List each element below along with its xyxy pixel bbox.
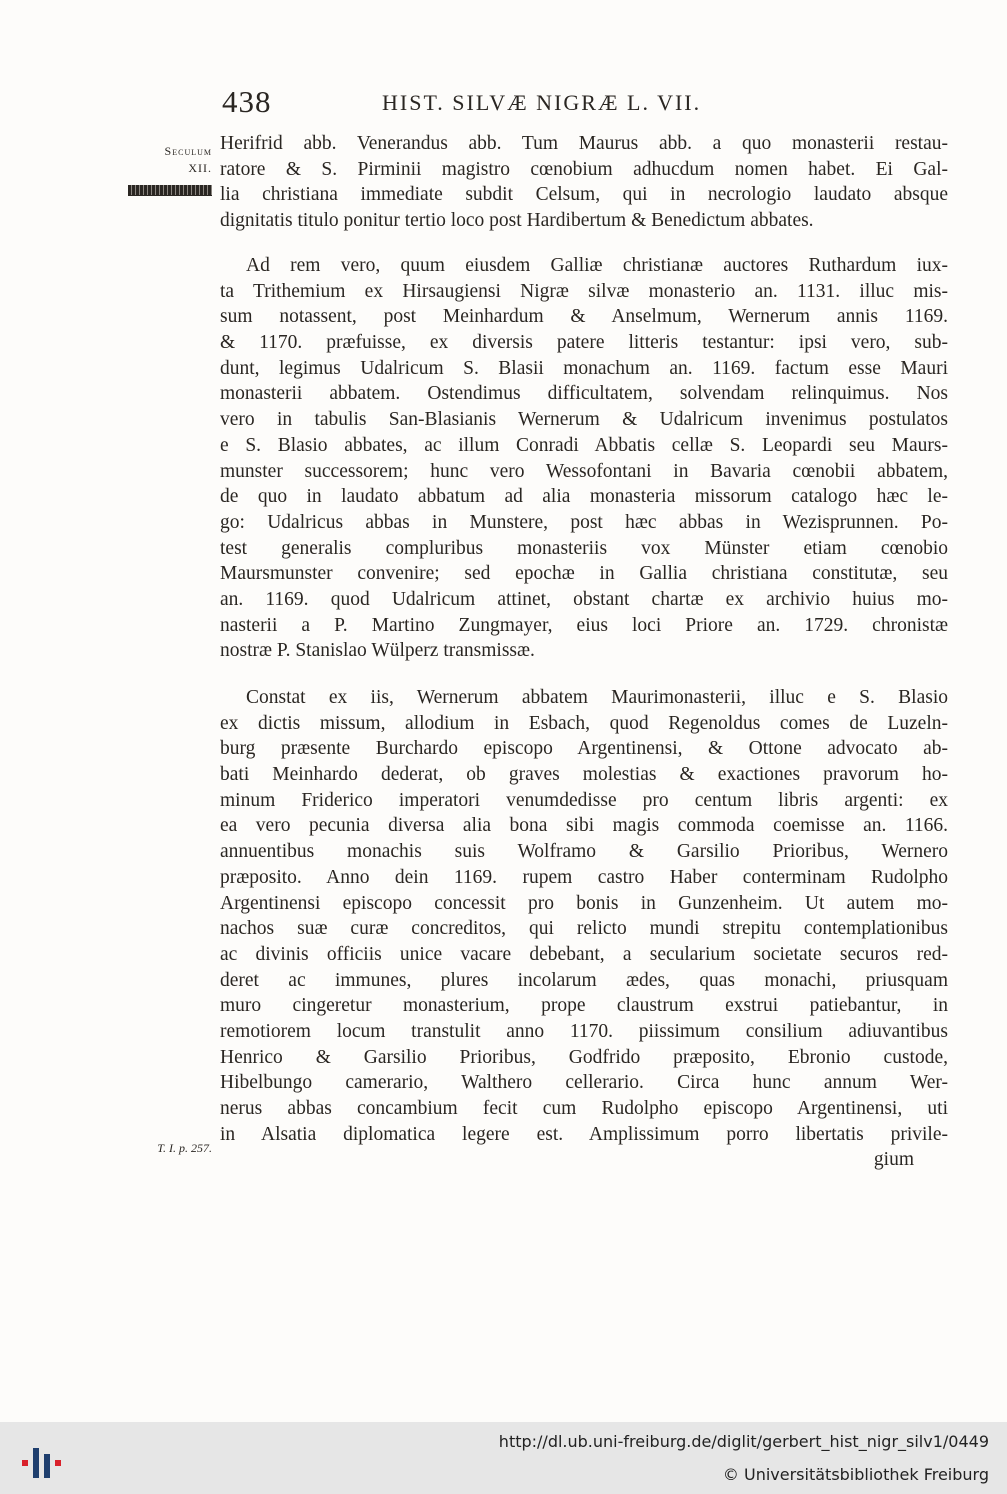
margin-note-century-number: XII. [188, 161, 212, 175]
text-line: burg præsente Burchardo episcopo Argentinensi, & Ottone advocato ab- [220, 738, 948, 760]
paragraph-3 [220, 685, 948, 1173]
text-line: dignitatis titulo ponitur tertio loco post Hardibertum & Benedictum abbates. [220, 210, 814, 232]
margin-note-reference: T. I. p. 257. [157, 1141, 212, 1155]
ub-freiburg-logo-icon[interactable] [16, 1434, 64, 1482]
text-line: remotiorem locum transtulit anno 1170. piissimum consilium adiuvantibus [220, 1020, 948, 1042]
text-line: ta Trithemium ex Hirsaugiensi Nigræ silvæ monasterio an. 1131. illuc mis- [220, 280, 948, 302]
paragraph-1 [220, 131, 948, 234]
text-line: lia christiana immediate subdit Celsum, qui in necrologio laudato absque [220, 184, 948, 206]
text-line: Hibelbungo camerario, Walthero cellerario. Circa hunc annum Wer- [220, 1072, 948, 1094]
text-line: e S. Blasio abbates, ac illum Conradi Abbatis cellæ S. Leopardi seu Maurs- [220, 434, 948, 456]
copyright-notice: © Universitätsbibliothek Freiburg [722, 1465, 989, 1484]
text-line: nerus abbas concambium fecit cum Rudolpho episcopo Argentinensi, uti [220, 1098, 948, 1119]
margin-note-century-label: Seculum [164, 144, 212, 158]
text-line: deret ac immunes, plures incolarum ædes, quas monachi, priusquam [220, 969, 948, 991]
text-line: sum notassent, post Meinhardum & Anselmum, Wernerum annis 1169. [220, 306, 948, 328]
text-line: in Alsatia diplomatica legere est. Amplissimum porro libertatis privile- [220, 1123, 948, 1145]
text-line: Argentinensi episcopo concessit pro bonis in Gunzenheim. Ut autem mo- [220, 892, 948, 914]
text-line: an. 1169. quod Udalricum attinet, obstant chartæ ex archivio huius mo- [220, 588, 948, 610]
viewer-footer [0, 1422, 1007, 1494]
text-line: muro cingeretur monasterium, prope claustrum exstrui patiebantur, in [220, 995, 948, 1017]
text-line: ratore & S. Pirminii magistro cœnobium adhucdum nomen habet. Ei Gal- [220, 158, 948, 180]
text-line: test generalis compluribus monasteriis vox Münster etiam cœnobio [220, 537, 948, 559]
text-line: minum Friderico imperatori venumdedisse pro centum libris argenti: ex [220, 789, 948, 811]
text-line: Herifrid abb. Venerandus abb. Tum Maurus abb. a quo monasterii restau- [220, 133, 948, 154]
text-line: Ad rem vero, quum eiusdem Galliæ christianæ auctores Ruthardum iux- [246, 255, 948, 276]
text-line: nostræ P. Stanislao Wülperz transmissæ. [220, 640, 535, 662]
text-line: ac divinis officiis unice vacare debebant, a secularium societate securos red- [220, 943, 948, 965]
permalink-url[interactable]: http://dl.ub.uni-freiburg.de/diglit/gerbert_hist_nigr_silv1/0449 [498, 1432, 989, 1451]
text-line: vero in tabulis San-Blasianis Wernerum & Udalricum invenimus postulatos [220, 409, 948, 431]
text-line: Constat ex iis, Wernerum abbatem Maurimonasterii, illuc e S. Blasio [246, 687, 948, 708]
text-line: nasterii a P. Martino Zungmayer, eius loci Priore an. 1729. chronistæ [220, 614, 948, 636]
text-line: Maursmunster convenire; sed epochæ in Gallia christiana constitutæ, seu [220, 563, 948, 585]
text-line: ea vero pecunia diversa alia bona sibi magis commoda coemisse an. 1166. [220, 815, 948, 837]
text-line: bati Meinhardo dederat, ob graves molestias & exactiones pravorum ho- [220, 764, 948, 786]
paragraph-2 [220, 253, 948, 664]
text-line: & 1170. præfuisse, ex diversis patere litteris testantur: ipsi vero, sub- [220, 332, 948, 354]
text-line: dunt, legimus Udalricum S. Blasii monachum an. 1169. factum esse Mauri [220, 357, 948, 379]
page-header [0, 84, 1007, 128]
text-line: go: Udalricus abbas in Munstere, post hæc abbas in Wezisprunnen. Po- [220, 511, 948, 533]
page-number: 438 [222, 84, 272, 119]
text-line: ex dictis missum, allodium in Esbach, quod Regenoldus comes de Luzeln- [220, 712, 948, 734]
text-line: de quo in laudato abbatum ad alia monasteria missorum catalogo hæc le- [220, 486, 948, 508]
catchword: gium [873, 1149, 914, 1171]
running-title: HIST. SILVÆ NIGRÆ L. VII. [382, 90, 702, 115]
text-line: annuentibus monachis suis Wolframo & Garsilio Prioribus, Wernero [220, 841, 948, 863]
margin-note-century [132, 143, 212, 177]
text-line: præposito. Anno dein 1169. rupem castro Haber conterminam Rudolpho [220, 866, 948, 888]
text-line: Henrico & Garsilio Prioribus, Godfrido præposito, Ebronio custode, [220, 1046, 948, 1068]
margin-ornament-rule [128, 185, 212, 196]
text-line: munster successorem; hunc vero Wessofontani in Bavaria cœnobii abbatem, [220, 460, 948, 482]
text-line: nachos suæ curæ concreditos, qui relicto mundi strepitu contemplationibus [220, 918, 948, 940]
text-line: monasterii abbatem. Ostendimus difficultatem, solvendam relinquimus. Nos [220, 383, 948, 405]
